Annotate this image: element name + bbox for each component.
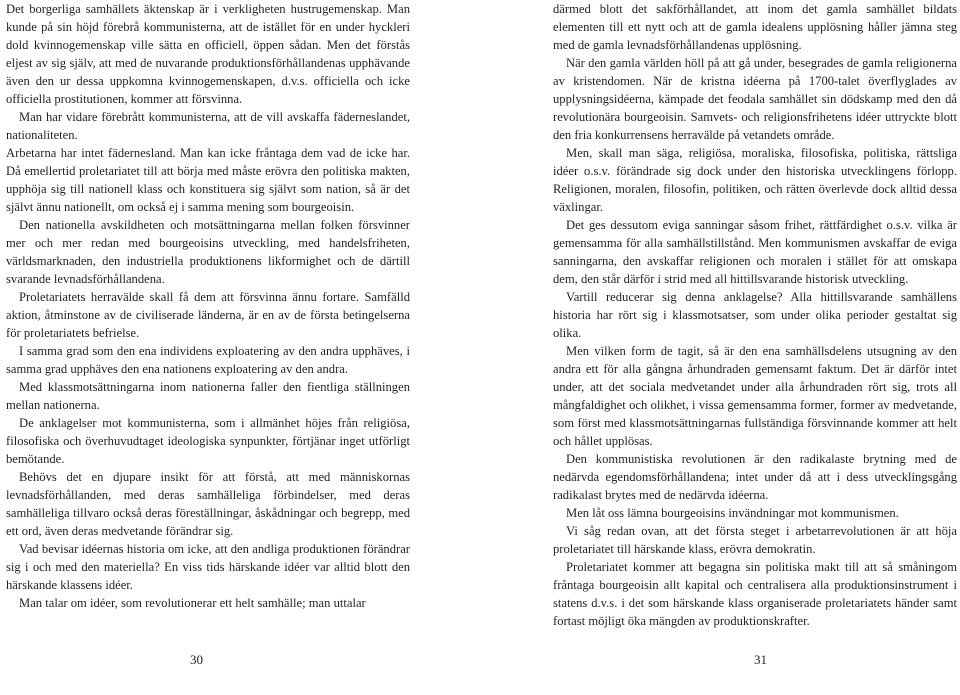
page-number-left: 30 [190, 652, 203, 667]
left-page [6, 0, 410, 612]
paragraph: Den nationella avskildheten och motsättningarna mellan folken försvinner mer och mer redan med bourgeoisins utveckling, med handelsfriheten, världsmarknaden, den industriella produktionens likformighet och de därtill svarande levnadsförhållandena. [6, 218, 410, 286]
paragraph: Vartill reducerar sig denna anklagelse? Alla hittillsvarande samhällens historia har rört sig i klassmotsatser, som under olika perioder gestaltat sig olika. [553, 290, 957, 340]
paragraph: Man har vidare förebrått kommunisterna, att de vill avskaffa fäderneslandet, nationaliteten. [6, 110, 410, 142]
paragraph: därmed blott det sakförhållandet, att inom det gamla samhället bildats elementen till ett nytt och att de gamla idealens upplösning håller jämna steg med de gamla levnadsförhållandenas upplösning. [553, 2, 957, 52]
paragraph: Vi såg redan ovan, att det första steget i arbetarrevolutionen är att höja proletariatet till härskande klass, erövra demokratin. [553, 524, 957, 556]
paragraph: Men låt oss lämna bourgeoisins invändningar mot kommunismen. [566, 506, 899, 520]
paragraph: Man talar om idéer, som revolutionerar ett helt samhälle; man uttalar [19, 596, 366, 610]
paragraph: Men vilken form de tagit, så är den ena samhällsdelens utsugning av den andra ett för alla gångna århundraden gemensamt faktum. Det är därför intet under, att det sociala medvetandet under alla århundraden rört sig, trots all mångfaldighet och olikhet, i vissa gemensamma former, former av medvetande, som först med klassmotsättningarnas fullständiga försvinnande kommer att helt och hållet upplösas. [553, 344, 957, 448]
page-number-right: 31 [754, 652, 767, 667]
paragraph: Arbetarna har intet fädernesland. Man kan icke fråntaga dem vad de icke har. Då emellertid proletariatet till att börja med måste erövra den politiska makten, upphöja sig till nationell klass och konstituera sig självt som nation, så är det självt ännu nationellt, om också ej i samma mening som bourgeoisin. [6, 146, 410, 214]
paragraph: Det borgerliga samhällets äktenskap är i verkligheten hustrugemenskap. Man kunde på sin höjd förebrå kommunisterna, att de istället för en under hyckleri dold kvinnogemenskap ville sätta en officiell, öppen sådan. Men det förstås eljest av sig själv, att med de nuvarande produktionsförhållandenas upphävande även den ur dessa uppkomna kvinnogemenskapen, d.v.s. officiella och icke officiella prostitutionen, kommer att försvinna. [6, 2, 410, 106]
paragraph: Proletariatet kommer att begagna sin politiska makt till att så småningom fråntaga bourgeoisin allt kapital och centralisera alla produktionsinstrument i statens d.v.s. i det som härskande klass organiserade proletariatets händer samt fortast möjligt öka mängden av produktionskrafter. [553, 560, 957, 628]
paragraph: Men, skall man säga, religiösa, moraliska, filosofiska, politiska, rättsliga idéer o.s.v. förändrade sig dock under den historiska utvecklingens förlopp. Religionen, moralen, filosofin, politiken, och rätten överlevde dock alltid dessa växlingar. [553, 146, 957, 214]
paragraph: Vad bevisar idéernas historia om icke, att den andliga produktionen förändrar sig i och med den materiella? En viss tids härskande idéer var alltid blott den härskande klassens idéer. [6, 542, 410, 592]
paragraph: De anklagelser mot kommunisterna, som i allmänhet höjes från religiösa, filosofiska och överhuvudtaget ideologiska synpunkter, förtjänar inget utförligt bemötande. [6, 416, 410, 466]
paragraph: När den gamla världen höll på att gå under, besegrades de gamla religionerna av kristendomen. När de kristna idéerna på 1700-talet överflyglades av upplysningsidéerna, kämpade det feodala samhället sin dödskamp med den då revolutionära bourgeoisin. Samvets- och religionsfrihetens idéer uttryckte blott den fria konkurrensens herravälde på vetandets område. [553, 56, 957, 142]
paragraph: Den kommunistiska revolutionen är den radikalaste brytning med de nedärvda egendomsförhållandena; intet under då att i dess utvecklingsgång radikalast brytes med de nedärvda idéerna. [553, 452, 957, 502]
paragraph: Behövs det en djupare insikt för att förstå, att med människornas levnadsförhållanden, med deras samhälleliga förbindelser, med deras samhälleliga tillvaro också deras föreställningar, åskådningar och begrepp, med ett ord, även deras medvetande förändrar sig. [6, 470, 410, 538]
paragraph: Det ges dessutom eviga sanningar såsom frihet, rättfärdighet o.s.v. vilka är gemensamma för alla samhällstillstånd. Men kommunismen avskaffar de eviga sanningarna, den avskaffar religionen och moralen i stället för att omskapa dem, den står därför i strid med all hittillsvarande historisk utveckling. [553, 218, 957, 286]
paragraph: I samma grad som den ena individens exploatering av den andra upphäves, i samma grad upphäves den ena nationens exploatering av den andra. [6, 344, 410, 376]
paragraph: Med klassmotsättningarna inom nationerna faller den fientliga ställningen mellan nationerna. [6, 380, 410, 412]
right-page [553, 0, 957, 630]
paragraph: Proletariatets herravälde skall få dem att försvinna ännu fortare. Samfälld aktion, åtminstone av de civiliserade länderna, är en av de första betingelserna för proletariatets befrielse. [6, 290, 410, 340]
